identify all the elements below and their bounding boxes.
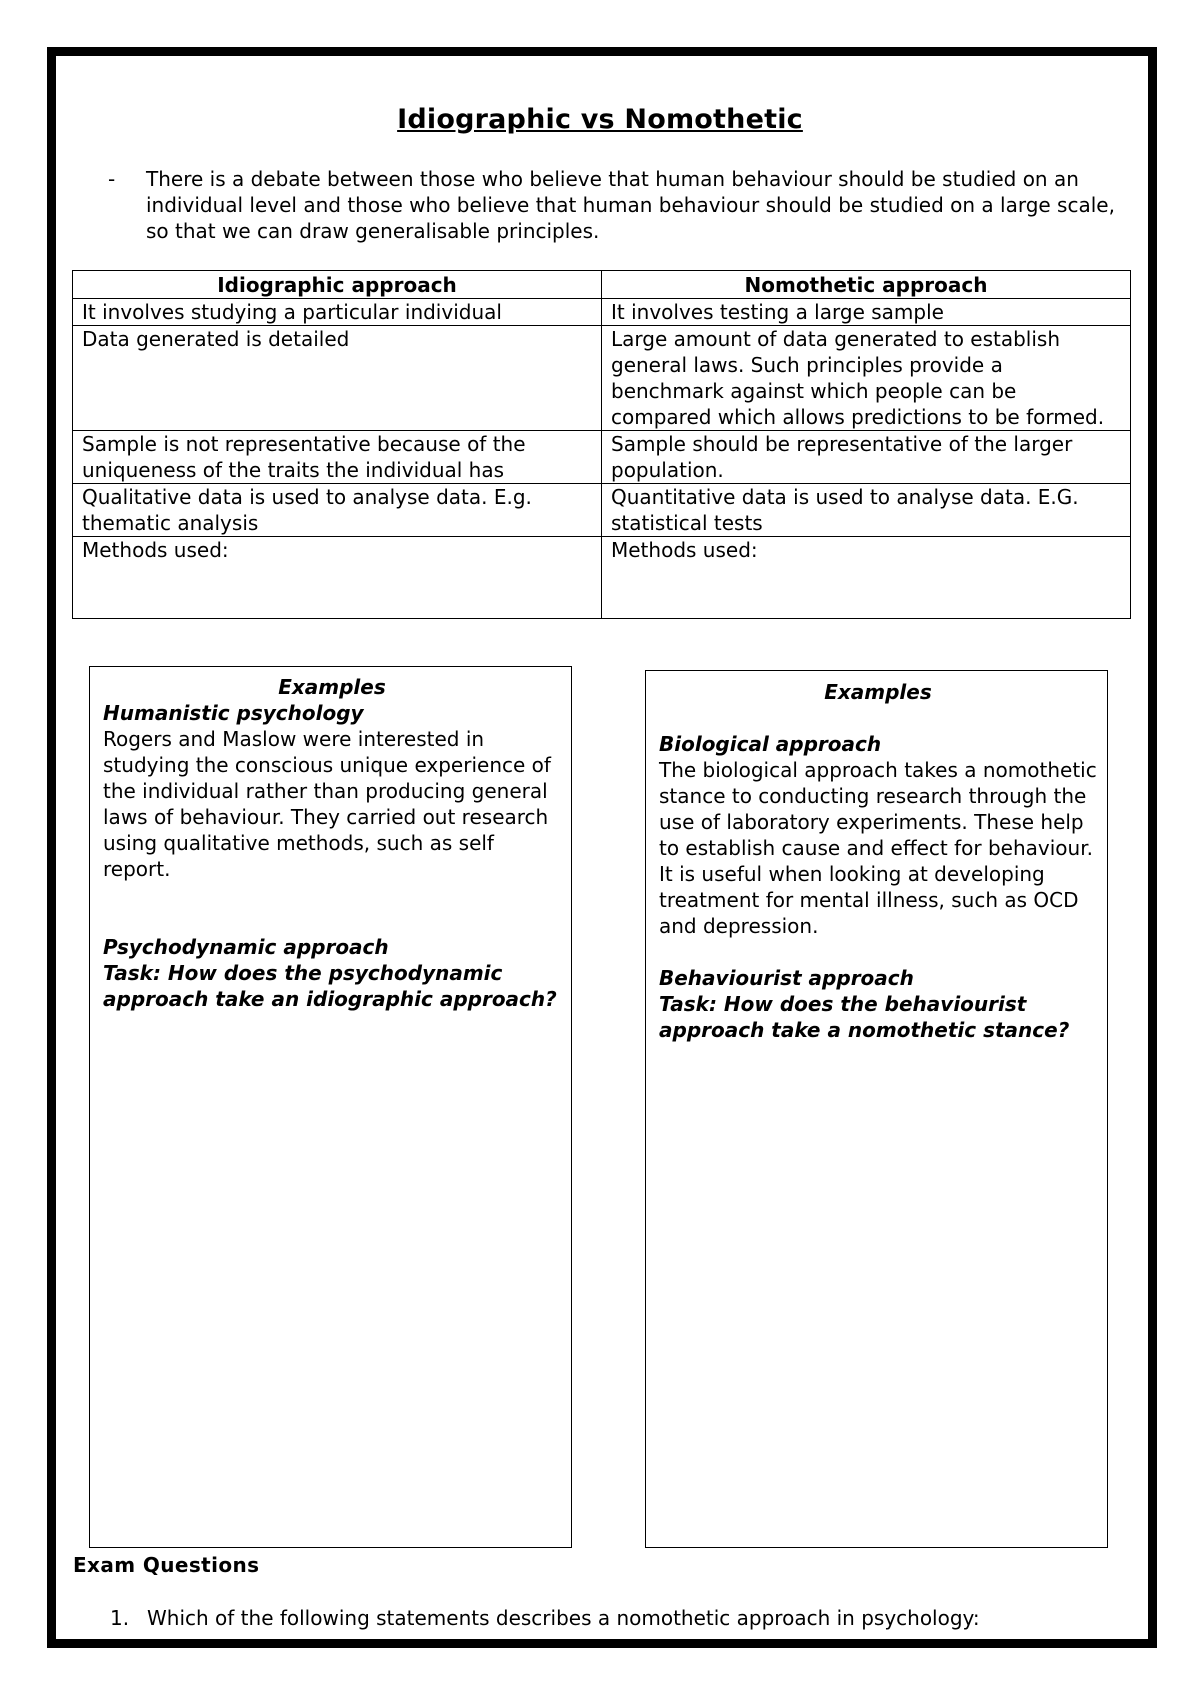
table-cell: It involves testing a large sample: [602, 299, 1131, 326]
behaviourist-task: Task: How does the behaviourist approach take a nomothetic stance?: [659, 992, 1070, 1042]
exam-questions-heading: Exam Questions: [73, 1553, 260, 1577]
page-title: Idiographic vs Nomothetic: [397, 104, 803, 135]
humanistic-heading: Humanistic psychology: [103, 701, 364, 725]
question-text: Which of the following statements describes a nomothetic approach in psychology:: [147, 1606, 980, 1630]
table-row: [73, 537, 1131, 619]
psychodynamic-heading: Psychodynamic approach: [103, 935, 389, 959]
header-nomothetic: Nomothetic approach: [602, 271, 1131, 299]
question-number: 1.: [110, 1606, 130, 1630]
methods-used-cell: Methods used:: [602, 537, 1131, 619]
table-cell: Qualitative data is used to analyse data. E.g. thematic analysis: [73, 484, 602, 537]
comparison-table: [72, 270, 1131, 619]
table-row: [73, 299, 1131, 326]
header-idiographic: Idiographic approach: [73, 271, 602, 299]
table-cell: Data generated is detailed: [73, 326, 602, 431]
humanistic-text: Rogers and Maslow were interested in studying the conscious unique experience of the individual rather than producing general laws of behaviour. They carried out research using qualitative methods, such as self report.: [103, 727, 551, 881]
table-cell: Quantitative data is used to analyse data. E.G. statistical tests: [602, 484, 1131, 537]
table-cell: Large amount of data generated to establish general laws. Such principles provide a benchmark against which people can be compared which allows predictions to be formed.: [602, 326, 1131, 431]
behaviourist-heading: Behaviourist approach: [659, 966, 914, 990]
table-cell: Sample is not representative because of the uniqueness of the traits the individual has: [73, 431, 602, 484]
psychodynamic-task: Task: How does the psychodynamic approach take an idiographic approach?: [103, 961, 557, 1011]
table-row: [73, 431, 1131, 484]
bullet-dash: -: [108, 167, 116, 191]
table-row: [73, 326, 1131, 431]
biological-heading: Biological approach: [659, 732, 882, 756]
table-header-row: [73, 271, 1131, 299]
intro-text: There is a debate between those who believe that human behaviour should be studied on an individual level and those who believe that human behaviour should be studied on a large scale, so that we can draw generalisable principles.: [146, 167, 1115, 243]
table-cell: It involves studying a particular individual: [73, 299, 602, 326]
examples-heading: Examples: [278, 675, 386, 699]
methods-used-cell: Methods used:: [73, 537, 602, 619]
nomothetic-examples-box: [645, 670, 1108, 1548]
idiographic-examples-box: [89, 666, 572, 1548]
table-cell: Sample should be representative of the larger population.: [602, 431, 1131, 484]
table-row: [73, 484, 1131, 537]
biological-text: The biological approach takes a nomothetic stance to conducting research through the use of laboratory experiments. These help to establish cause and effect for behaviour. It is useful when looking at developing treatment for mental illness, such as OCD and depression.: [659, 758, 1097, 938]
examples-heading: Examples: [824, 680, 932, 704]
